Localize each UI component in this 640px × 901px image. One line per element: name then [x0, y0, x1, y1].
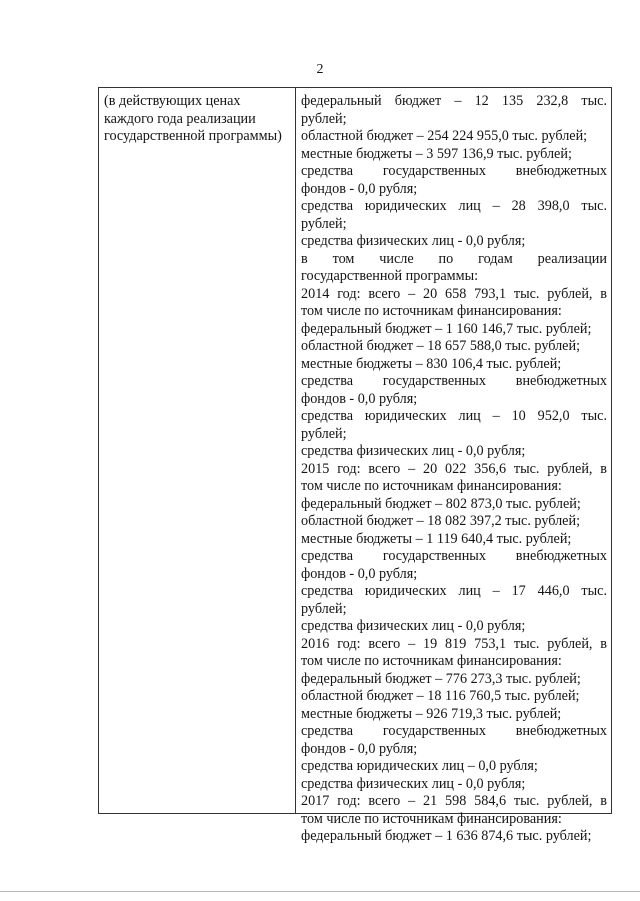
right-cell-line: государственной программы: — [301, 268, 479, 284]
right-cell-line: рублей; — [301, 215, 347, 232]
right-cell-line: областной бюджет – 18 082 397,2 тыс. рублей; — [301, 513, 581, 529]
right-cell-line: средства юридических лиц – 28 398,0 тыс. — [301, 198, 607, 214]
right-cell-line: 2015 год: всего – 20 022 356,6 тыс. рублей, в — [301, 460, 607, 477]
right-cell-line: местные бюджеты – 926 719,3 тыс. рублей; — [301, 705, 562, 722]
right-cell-line: том числе по источникам финансирования: — [301, 478, 562, 494]
right-cell-line: средства государственных внебюджетных — [301, 373, 607, 389]
right-cell-line: местные бюджеты – 830 106,4 тыс. рублей; — [301, 355, 562, 372]
page-bottom-rule — [0, 891, 640, 892]
right-cell-line: 2014 год: всего – 20 658 793,1 тыс. рублей, в — [301, 285, 607, 302]
page-number: 2 — [316, 62, 324, 77]
right-cell-line: средства государственных внебюджетных — [301, 163, 607, 179]
left-cell-line: (в действующих ценах — [104, 93, 241, 109]
right-cell-line: федеральный бюджет – 802 873,0 тыс. рублей; — [301, 495, 581, 512]
right-cell-line: средства государственных внебюджетных — [301, 723, 607, 739]
right-cell-line: областной бюджет – 18 657 588,0 тыс. рублей; — [301, 338, 581, 354]
right-cell-line: средства физических лиц - 0,0 рубля; — [301, 618, 526, 634]
left-cell-line: государственной программы) — [104, 128, 282, 144]
right-cell-line: средства юридических лиц – 0,0 рубля; — [301, 758, 538, 774]
left-cell-line: каждого года реализации — [104, 110, 256, 127]
right-cell-line: областной бюджет – 254 224 955,0 тыс. рублей; — [301, 128, 588, 144]
right-cell-line: средства юридических лиц – 10 952,0 тыс. — [301, 408, 607, 424]
column-divider — [295, 88, 296, 813]
right-cell-line: средства государственных внебюджетных — [301, 548, 607, 564]
right-cell-line: местные бюджеты – 3 597 136,9 тыс. рублей; — [301, 145, 572, 162]
left-cell — [104, 93, 290, 146]
right-cell-line: рублей; — [301, 110, 347, 127]
right-cell-line: том числе по источникам финансирования: — [301, 810, 562, 827]
right-cell-line: федеральный бюджет – 1 636 874,6 тыс. рублей; — [301, 828, 592, 844]
right-cell-line: 2016 год: всего – 19 819 753,1 тыс. рублей, в — [301, 635, 607, 652]
right-cell-line: средства физических лиц - 0,0 рубля; — [301, 233, 526, 249]
right-cell-line: фондов - 0,0 рубля; — [301, 740, 418, 757]
right-cell-line: рублей; — [301, 425, 347, 442]
right-cell-line: федеральный бюджет – 12 135 232,8 тыс. — [301, 93, 607, 109]
right-cell-line: том числе по источникам финансирования: — [301, 653, 562, 669]
right-cell-line: 2017 год: всего – 21 598 584,6 тыс. рублей, в — [301, 793, 607, 809]
right-cell-line: в том числе по годам реализации — [301, 250, 607, 267]
right-cell-line: областной бюджет – 18 116 760,5 тыс. рублей; — [301, 688, 580, 704]
financing-table — [98, 87, 612, 844]
right-cell-line: том числе по источникам финансирования: — [301, 303, 562, 319]
right-cell-line: средства юридических лиц – 17 446,0 тыс. — [301, 583, 607, 599]
right-cell-line: фондов - 0,0 рубля; — [301, 390, 418, 407]
right-cell-line: средства физических лиц - 0,0 рубля; — [301, 775, 526, 792]
right-cell-line: средства физических лиц - 0,0 рубля; — [301, 443, 526, 459]
right-cell-line: рублей; — [301, 600, 347, 617]
right-cell-line: федеральный бюджет – 1 160 146,7 тыс. рублей; — [301, 320, 592, 337]
right-cell-line: местные бюджеты – 1 119 640,4 тыс. рублей; — [301, 530, 572, 547]
right-cell-line: фондов - 0,0 рубля; — [301, 180, 418, 197]
right-cell-line: федеральный бюджет – 776 273,3 тыс. рублей; — [301, 670, 581, 687]
right-cell-line: фондов - 0,0 рубля; — [301, 565, 418, 582]
right-cell — [301, 93, 607, 846]
